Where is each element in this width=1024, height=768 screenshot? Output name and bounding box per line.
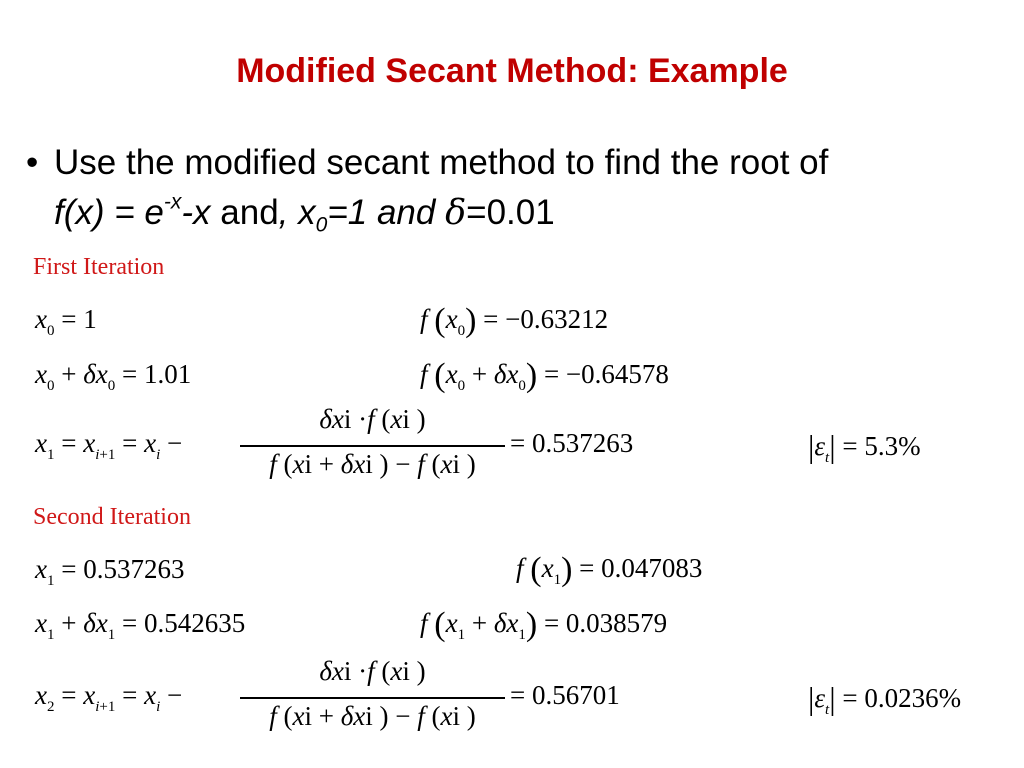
delta-symbol: δ xyxy=(445,193,467,233)
second-f-x1-plus-dx1-equation: f $(x_1 + \delta x_1) = 0.038579$ xyxy=(420,606,668,643)
first-x0-plus-dx0-equation: $x_0 + \delta x_0 = 1.01$ xyxy=(35,359,192,394)
second-x2-value: 0.56701 xyxy=(531,680,620,710)
and-word: and xyxy=(210,193,279,232)
function-exponent: -x xyxy=(163,190,182,214)
first-error-value: 5.3% xyxy=(864,431,921,461)
second-f-x1-equation: f $(x_1) = 0.047083$ xyxy=(516,551,703,588)
second-f-x1-value: 0.047083 xyxy=(601,553,703,583)
delta-value: =0.01 xyxy=(466,193,555,232)
function-minus-x: -x xyxy=(181,193,211,232)
second-iteration-heading: Second Iteration xyxy=(33,504,191,530)
first-iteration-heading: First Iteration xyxy=(33,254,165,280)
x0-value: =1 and xyxy=(327,193,446,232)
problem-statement xyxy=(54,188,555,238)
second-x1-plus-dx1-value: 0.542635 xyxy=(144,608,246,638)
second-x2-lhs: $x_2 = x_{i+1} = x_i$ − xyxy=(35,680,183,715)
second-update-fraction: δxi ·f (xi ) f (xi + δxi ) − f (xi ) xyxy=(240,656,505,736)
second-x1-value: 0.537263 xyxy=(83,554,185,584)
second-x1-equation: $x_1 = 0.537263$ xyxy=(35,554,185,589)
first-f-x0-plus-dx0-equation: f $(x_0 + \delta x_0) = -0.64578$ xyxy=(420,357,669,394)
first-x0-value: 1 xyxy=(83,304,97,334)
first-f-x0-equation: f $(x_0) = -0.63212$ xyxy=(420,302,609,339)
x0-label: , x xyxy=(278,193,316,232)
first-x1-result: = 0.537263 xyxy=(510,428,634,458)
second-x1-plus-dx1-equation: $x_1 + \delta x_1 = 0.542635$ xyxy=(35,608,246,643)
bullet-dot: • xyxy=(26,143,39,182)
function-def: f(x) = e xyxy=(54,193,164,232)
first-f-x0-plus-dx0-value: −0.64578 xyxy=(565,359,669,389)
slide-title: Modified Secant Method: Example xyxy=(236,52,788,90)
first-error: $|\varepsilon_t| = 5.3\%$ xyxy=(808,428,921,466)
second-f-x1-plus-dx1-value: 0.038579 xyxy=(565,608,668,638)
second-error-value: 0.0236% xyxy=(864,683,962,713)
second-error: $|\varepsilon_t| = 0.0236\%$ xyxy=(808,680,962,718)
x0-subscript: 0 xyxy=(315,213,328,237)
bullet-text: Use the modified secant method to find the root of xyxy=(54,143,829,182)
first-f-x0-value: −0.63212 xyxy=(505,304,609,334)
first-update-fraction: δxi ·f (xi ) f (xi + δxi ) − f (xi ) xyxy=(240,404,505,484)
first-x0-equation: $x_0 = 1$ xyxy=(35,304,97,339)
first-x1-value: 0.537263 xyxy=(531,428,634,458)
first-x1-lhs: $x_1 = x_{i+1} = x_i$ − xyxy=(35,428,183,463)
first-x0-plus-dx0-value: 1.01 xyxy=(144,359,192,389)
second-x2-result: = 0.56701 xyxy=(510,680,620,710)
